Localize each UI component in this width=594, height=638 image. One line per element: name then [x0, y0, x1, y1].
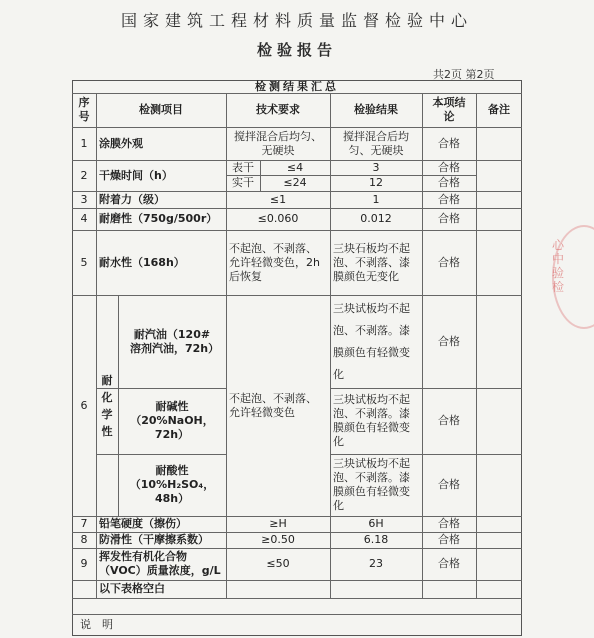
row4-req: ≤0.060	[257, 212, 299, 225]
row8-req: ≥0.50	[261, 533, 295, 546]
row8-item: 防滑性（干摩擦系数）	[99, 533, 209, 546]
page-number: 共2页 第2页	[433, 68, 495, 81]
row5-result: 三块石板均不起泡、不剥落、漆膜颜色无变化	[333, 241, 410, 283]
row2-sub1-label: 表干	[232, 160, 254, 174]
row9-conclusion: 合格	[438, 557, 460, 570]
row2-sub1-req: ≤4	[286, 160, 304, 174]
row1-result: 搅拌混合后均匀、无硬块	[343, 129, 409, 157]
header-req: 技术要求	[256, 103, 300, 116]
row3-req: ≤1	[269, 192, 287, 206]
row2-sub2-result: 12	[369, 176, 383, 189]
row7-req: ≥H	[269, 517, 287, 530]
row6-req: 不起泡、不剥落、允许轻微变色	[229, 391, 317, 419]
org-title: 国家建筑工程材料质量监督检验中心	[120, 11, 473, 30]
row5-conclusion: 合格	[438, 255, 460, 269]
seal-text: 心中验检	[552, 238, 565, 294]
row5-item: 耐水性（168h）	[99, 255, 185, 269]
row7-item: 铅笔硬度（擦伤）	[99, 517, 187, 530]
row1-req: 搅拌混合后均匀、无硬块	[234, 129, 322, 157]
row6-gasoline-result: 三块试板均不起泡、不剥落。漆膜颜色有轻微变化	[333, 301, 410, 381]
table-rule	[72, 598, 522, 599]
row3-result: 1	[372, 192, 380, 206]
footer-note-label: 说 明	[80, 618, 113, 631]
header-conclusion: 本项结论	[432, 96, 466, 123]
row9-seq: 9	[80, 557, 88, 570]
row2-sub1-result: 3	[372, 160, 380, 174]
row6-acid-conclusion: 合格	[438, 478, 460, 491]
row5-seq: 5	[80, 255, 88, 269]
row1-seq: 1	[80, 136, 88, 150]
row3-item: 附着力（级）	[99, 192, 165, 206]
row8-seq: 8	[80, 533, 88, 546]
row6-gasoline-conclusion: 合格	[438, 334, 460, 348]
header-seq: 序号	[78, 96, 90, 123]
row2-sub2-label: 实干	[232, 176, 254, 189]
row4-seq: 4	[80, 212, 88, 225]
row6-alkali-conclusion: 合格	[438, 414, 460, 427]
row5-req: 不起泡、不剥落、允许轻微变色，2h后恢复	[229, 241, 320, 283]
row4-conclusion: 合格	[438, 212, 460, 225]
row7-result: 6H	[368, 517, 384, 530]
row3-seq: 3	[80, 192, 88, 206]
row8-conclusion: 合格	[438, 533, 460, 546]
header-result: 检验结果	[354, 103, 398, 116]
row2-sub1-conclusion: 合格	[438, 160, 460, 174]
row9-item: 挥发性有机化合物（VOC）质量浓度，g/L	[99, 550, 221, 577]
row6-group: 耐化学性	[101, 373, 113, 438]
row7-seq: 7	[80, 517, 88, 530]
row2-sub2-req: ≤24	[283, 176, 307, 189]
row4-result: 0.012	[360, 212, 392, 225]
table-rule	[476, 93, 477, 598]
summary-title: 检测结果汇总	[255, 80, 339, 93]
row9-req: ≤50	[266, 557, 290, 570]
row2-sub2-conclusion: 合格	[438, 176, 460, 189]
header-remark: 备注	[488, 103, 510, 116]
row6-alkali-item: 耐碱性（20%NaOH，72h）	[130, 400, 214, 441]
row1-conclusion: 合格	[438, 136, 460, 150]
row3-conclusion: 合格	[438, 192, 460, 206]
row2-seq: 2	[80, 168, 88, 182]
row6-acid-item: 耐酸性（10%H₂SO₄，48h）	[129, 464, 215, 505]
header-item: 检测项目	[139, 103, 183, 116]
row1-item: 涂膜外观	[99, 136, 143, 150]
blank-note: 以下表格空白	[99, 582, 165, 595]
row2-item: 干燥时间（h）	[99, 168, 173, 182]
row6-seq: 6	[80, 398, 88, 412]
row4-item: 耐磨性（750g/500r）	[99, 212, 218, 225]
row6-acid-result: 三块试板均不起泡、不剥落。漆膜颜色有轻微变化	[333, 457, 410, 512]
report-title: 检验报告	[256, 41, 337, 59]
row6-alkali-result: 三块试板均不起泡、不剥落。漆膜颜色有轻微变化	[333, 393, 410, 448]
row6-gasoline-item: 耐汽油（120#溶剂汽油，72h）	[130, 327, 220, 355]
row7-conclusion: 合格	[438, 517, 460, 530]
row8-result: 6.18	[363, 533, 389, 546]
row9-result: 23	[369, 557, 383, 570]
